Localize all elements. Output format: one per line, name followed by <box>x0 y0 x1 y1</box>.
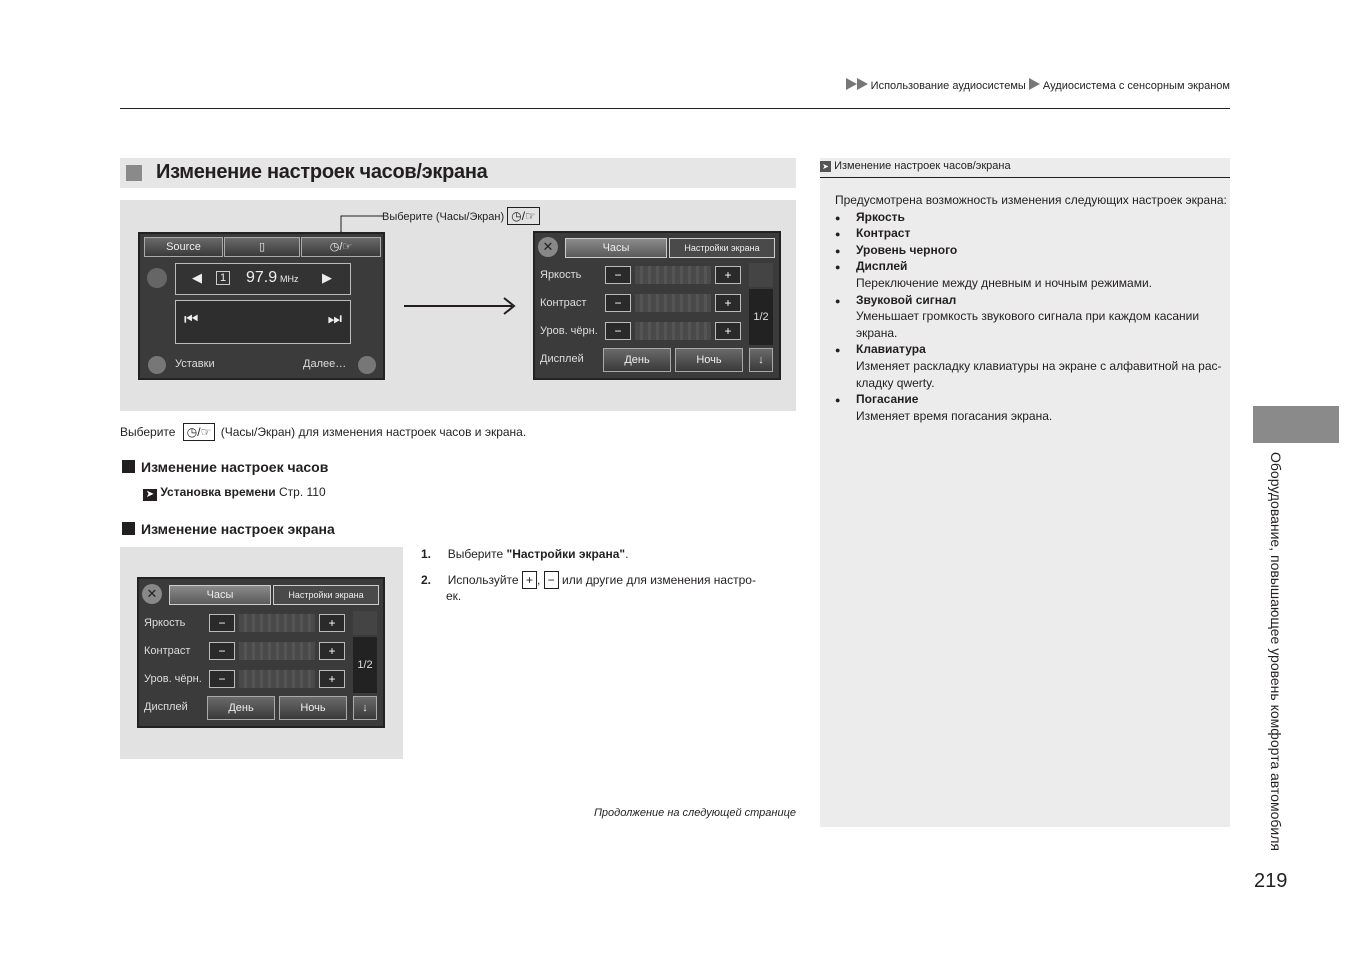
bullet-icon: ● <box>835 262 841 273</box>
black-level-label: Уров. чёрн. <box>540 325 598 337</box>
bullet-icon: ● <box>835 345 841 356</box>
scroll-up-button[interactable] <box>353 611 377 635</box>
sidebar-item-title: Контраст <box>856 226 911 241</box>
display-label: Дисплей <box>540 353 584 365</box>
figure-callout <box>382 207 540 225</box>
preset-number: 1 <box>216 271 230 285</box>
scroll-down-icon[interactable]: ↓ <box>749 348 773 372</box>
brightness-minus-button[interactable]: − <box>605 266 631 284</box>
day-button[interactable]: День <box>603 348 671 372</box>
chapter-title: Оборудование, повышающее уровень комфорта автомобиля <box>1268 452 1284 851</box>
sidebar-list-item <box>835 225 1227 242</box>
contrast-plus-button[interactable]: + <box>319 642 345 660</box>
page-title: Изменение настроек часов/экрана <box>156 161 488 183</box>
chapter-tab[interactable] <box>1253 406 1339 443</box>
black-level-slider[interactable] <box>239 670 315 688</box>
step-number: 2. <box>421 573 432 587</box>
reference-page[interactable]: Стр. 110 <box>279 485 326 499</box>
close-icon[interactable]: ✕ <box>538 237 558 257</box>
sidebar-list <box>835 209 1227 425</box>
brightness-plus-button[interactable]: + <box>715 266 741 284</box>
figure-panel-2 <box>120 547 403 759</box>
black-level-plus-button[interactable]: + <box>715 322 741 340</box>
voice-icon <box>147 268 167 288</box>
prev-arrow-icon[interactable]: ◀ <box>192 270 202 285</box>
frequency: 97.9 <box>246 269 278 286</box>
settings-screen-2 <box>137 577 385 728</box>
sidebar-list-item <box>835 341 1227 391</box>
close-icon[interactable]: ✕ <box>142 584 162 604</box>
tuner-panel[interactable] <box>175 263 351 295</box>
arrow-icon <box>1029 78 1040 90</box>
heading-text: Изменение настроек экрана <box>141 521 335 537</box>
bullet-icon: ● <box>835 229 841 240</box>
tab-clock[interactable]: Часы <box>565 238 667 258</box>
step-end: . <box>625 547 629 561</box>
header-rule <box>120 108 1230 109</box>
continued-note: Продолжение на следующей странице <box>593 807 796 819</box>
night-button[interactable]: Ночь <box>675 348 743 372</box>
sidebar-list-item <box>835 391 1227 424</box>
sidebar-title: Изменение настроек часов/экрана <box>834 160 1011 172</box>
heading-text: Изменение настроек часов <box>141 459 329 475</box>
sidebar-item-title: Дисплей <box>856 259 908 274</box>
sidebar-content <box>835 192 1227 424</box>
caption-pre: Выберите <box>120 425 176 439</box>
track-panel[interactable] <box>175 300 351 344</box>
page-indicator: 1/2 <box>353 637 377 693</box>
section-title-bar <box>120 158 796 188</box>
page-indicator: 1/2 <box>749 289 773 345</box>
clock-display-button[interactable] <box>301 237 381 257</box>
night-button[interactable]: Ночь <box>279 696 347 720</box>
caption-post: (Часы/Экран) для изменения настроек часов и экрана. <box>220 425 527 439</box>
tab-clock[interactable]: Часы <box>169 585 271 605</box>
step-bold: "Настройки экрана" <box>506 547 626 561</box>
sidebar-intro: Предусмотрена возможность изменения следующих настроек экрана: <box>835 193 1227 207</box>
step-1 <box>421 547 628 561</box>
step-text: Выберите <box>447 547 504 561</box>
figure-caption <box>120 423 526 441</box>
brightness-slider[interactable] <box>239 614 315 632</box>
sidebar-item-title: Уровень черного <box>856 242 958 257</box>
skip-back-icon[interactable]: ⏮ <box>184 311 199 328</box>
step-text: или другие для изменения настро- <box>562 573 756 587</box>
sidebar-item-desc: Изменяет время погасания экрана. <box>856 408 1053 423</box>
breadcrumb-item[interactable]: Аудиосистема с сенсорным экраном <box>1042 80 1230 92</box>
bullet-icon: ● <box>835 395 841 406</box>
sidebar-list-item <box>835 209 1227 226</box>
presets-label[interactable]: Уставки <box>175 358 215 370</box>
skip-forward-icon[interactable]: ⏭ <box>327 311 342 328</box>
breadcrumb <box>846 78 1230 92</box>
sidebar-list-item <box>835 242 1227 259</box>
reference-arrow-icon: ➤ <box>143 489 157 501</box>
contrast-minus-button[interactable]: − <box>605 294 631 312</box>
black-level-minus-button[interactable]: − <box>209 670 235 688</box>
brightness-label: Яркость <box>144 617 186 629</box>
square-icon <box>126 165 142 181</box>
clock-reference[interactable] <box>143 485 326 501</box>
right-arrow-icon <box>404 294 519 318</box>
sidebar-item-desc: Переключение между дневным и ночным режимами. <box>856 275 1153 290</box>
display-label: Дисплей <box>144 701 188 713</box>
contrast-slider[interactable] <box>239 642 315 660</box>
reference-title[interactable]: Установка времени <box>160 485 276 499</box>
clock-display-key: ◷/☞ <box>507 207 540 225</box>
step-number: 1. <box>421 547 432 561</box>
square-bullet-icon <box>122 460 135 473</box>
sidebar-item-desc: Изменяет раскладку клавиатуры на экране с алфавитной на рас-кладку qwerty. <box>856 358 1222 390</box>
contrast-minus-button[interactable]: − <box>209 642 235 660</box>
bullet-icon: ● <box>835 245 841 256</box>
black-level-minus-button[interactable]: − <box>605 322 631 340</box>
reference-arrow-icon: ➤ <box>820 161 831 172</box>
brightness-minus-button[interactable]: − <box>209 614 235 632</box>
breadcrumb-item[interactable]: Использование аудиосистемы <box>870 80 1026 92</box>
plus-key: + <box>522 571 537 589</box>
brightness-slider[interactable] <box>635 266 711 284</box>
brightness-label: Яркость <box>540 269 582 281</box>
step-2: 2. Используйте + , − или другие для изменения настро- ек. <box>421 571 796 603</box>
sidebar-header <box>820 160 1230 178</box>
presets-knob-icon <box>148 356 166 374</box>
arrow-icon <box>857 78 868 90</box>
tab-display[interactable]: Настройки экрана <box>669 238 775 258</box>
contrast-label: Контраст <box>144 645 191 657</box>
source-button[interactable]: Source <box>144 237 223 257</box>
sidebar-item-title: Погасание <box>856 392 919 407</box>
clock-icon: ◷/☞ <box>329 241 353 253</box>
minus-key: − <box>544 571 559 589</box>
bullet-icon: ● <box>835 212 841 223</box>
black-level-plus-button[interactable]: + <box>319 670 345 688</box>
contrast-plus-button[interactable]: + <box>715 294 741 312</box>
square-bullet-icon <box>122 522 135 535</box>
black-level-label: Уров. чёрн. <box>144 673 202 685</box>
clock-settings-heading <box>122 459 328 475</box>
scroll-down-icon[interactable]: ↓ <box>353 696 377 720</box>
clock-display-key: ◷/☞ <box>183 423 216 441</box>
more-label[interactable]: Далее… <box>303 358 347 370</box>
sidebar-list-item <box>835 258 1227 291</box>
figure-panel <box>120 200 796 411</box>
display-settings-heading <box>122 521 335 537</box>
audio-screen <box>138 232 385 380</box>
phone-icon: ▯ <box>258 241 266 253</box>
sidebar-item-title: Яркость <box>856 209 905 224</box>
step-text: Используйте <box>447 573 519 587</box>
brightness-plus-button[interactable]: + <box>319 614 345 632</box>
step-continuation: ек. <box>446 589 462 603</box>
phone-button[interactable] <box>224 237 300 257</box>
callout-text: Выберите (Часы/Экран) <box>382 211 505 223</box>
tab-display[interactable]: Настройки экрана <box>273 585 379 605</box>
sidebar-list-item <box>835 292 1227 342</box>
day-button[interactable]: День <box>207 696 275 720</box>
contrast-slider[interactable] <box>635 294 711 312</box>
more-knob-icon <box>358 356 376 374</box>
sidebar-item-title: Клавиатура <box>856 342 926 357</box>
settings-screen <box>533 231 781 380</box>
scroll-up-button[interactable] <box>749 263 773 287</box>
sidebar-item-desc: Уменьшает громкость звукового сигнала при каждом касании экрана. <box>856 309 1200 340</box>
bullet-icon: ● <box>835 295 841 306</box>
frequency-unit: MHz <box>280 274 299 284</box>
contrast-label: Контраст <box>540 297 587 309</box>
page-number: 219 <box>1254 870 1288 892</box>
arrow-icon <box>846 78 857 90</box>
black-level-slider[interactable] <box>635 322 711 340</box>
next-arrow-icon[interactable]: ▶ <box>322 270 332 285</box>
sidebar-item-title: Звуковой сигнал <box>856 292 957 307</box>
